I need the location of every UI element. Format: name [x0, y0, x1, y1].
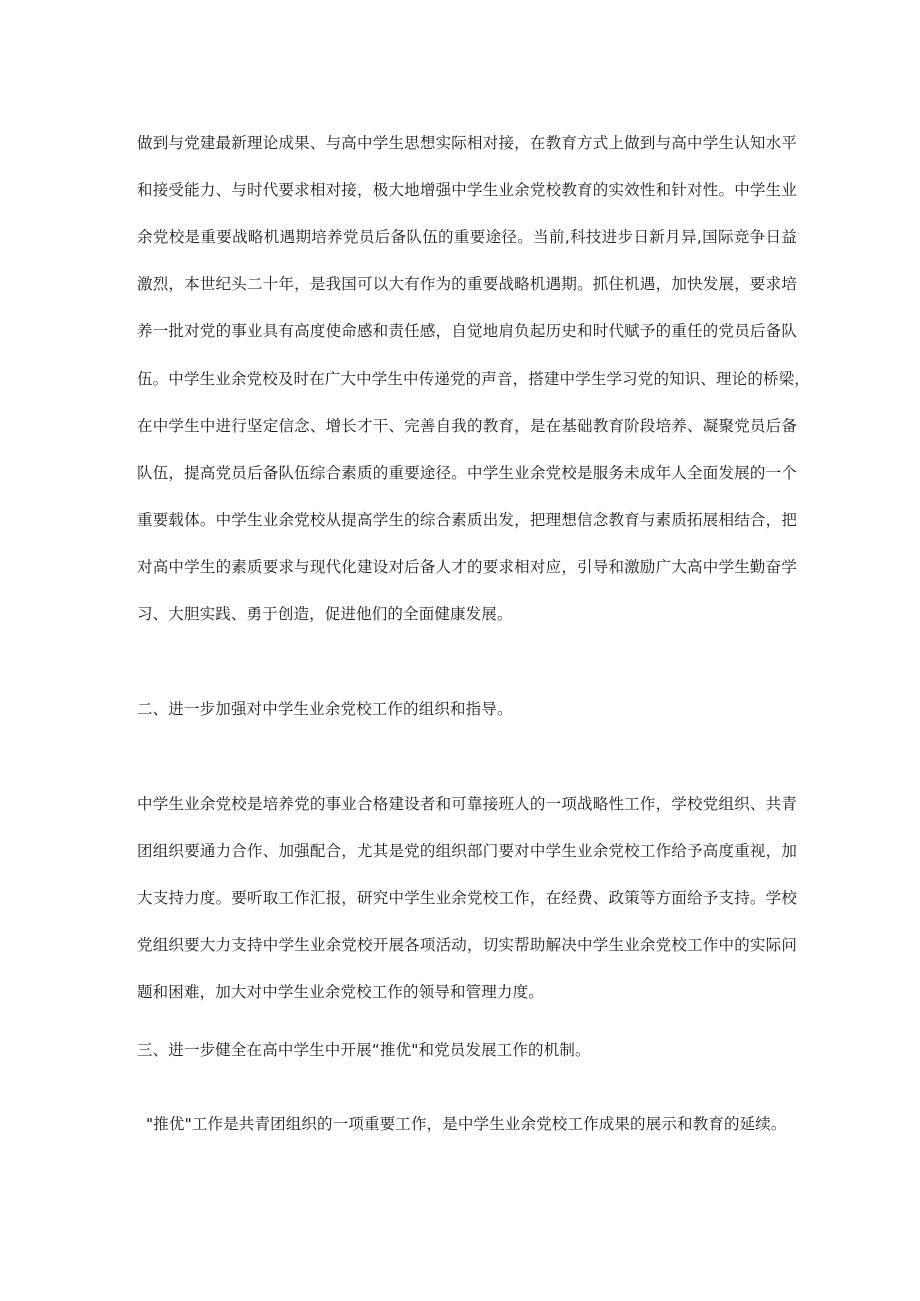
paragraph-line: 在中学生中进行坚定信念、增长才干、完善自我的教育，是在基础教育阶段培养、凝聚党员后备: [137, 417, 797, 435]
paragraph-line: 队伍，提高党员后备队伍综合素质的重要途径。中学生业余党校是服务未成年人全面发展的一个: [137, 464, 797, 482]
section-heading-2: 二、进一步加强对中学生业余党校工作的组织和指导。: [137, 700, 513, 718]
paragraph-line: 伍。中学生业余党校及时在广大中学生中传递党的声音，搭建中学生学习党的知识、理论的桥梁，: [137, 370, 810, 388]
paragraph-line: 重要载体。中学生业余党校从提高学生的综合素质出发，把理想信念教育与素质拓展相结合，把: [137, 511, 797, 529]
paragraph-line: 养一批对党的事业具有高度使命感和责任感，自觉地肩负起历史和时代赋予的重任的党员后备队: [137, 322, 797, 340]
paragraph-line: 党组织要大力支持中学生业余党校开展各项活动，切实帮助解决中学生业余党校工作中的实际问: [137, 936, 797, 954]
paragraph-line: 对高中学生的素质要求与现代化建设对后备人才的要求相对应，引导和激励广大高中学生勤奋学: [137, 558, 797, 576]
section-heading-3: 三、进一步健全在高中学生中开展“推优"和党员发展工作的机制。: [137, 1041, 591, 1059]
paragraph-line: 团组织要通力合作、加强配合，尤其是党的组织部门要对中学生业余党校工作给予高度重视，加: [137, 842, 797, 860]
paragraph-line: 大支持力度。要听取工作汇报，研究中学生业余党校工作，在经费、政策等方面给予支持。学校: [137, 889, 797, 907]
paragraph-line: "推优"工作是共青团组织的一项重要工作，是中学生业余党校工作成果的展示和教育的延续。: [146, 1115, 787, 1133]
paragraph-line: 习、大胆实践、勇于创造，促进他们的全面健康发展。: [137, 605, 513, 623]
paragraph-line: 做到与党建最新理论成果、与高中学生思想实际相对接，在教育方式上做到与高中学生认知水平: [137, 134, 797, 152]
paragraph-line: 题和困难，加大对中学生业余党校工作的领导和管理力度。: [137, 983, 544, 1001]
paragraph-line: 中学生业余党校是培养党的事业合格建设者和可靠接班人的一项战略性工作，学校党组织、共青: [137, 795, 797, 813]
paragraph-line: 激烈，本世纪头二十年，是我国可以大有作为的重要战略机遇期。抓住机遇，加快发展，要求培: [137, 275, 797, 293]
paragraph-line: 和接受能力、与时代要求相对接，极大地增强中学生业余党校教育的实效性和针对性。中学生业: [137, 181, 797, 199]
paragraph-line: 余党校是重要战略机遇期培养党员后备队伍的重要途径。当前,科技进步日新月异,国际竞争日益: [137, 228, 797, 246]
